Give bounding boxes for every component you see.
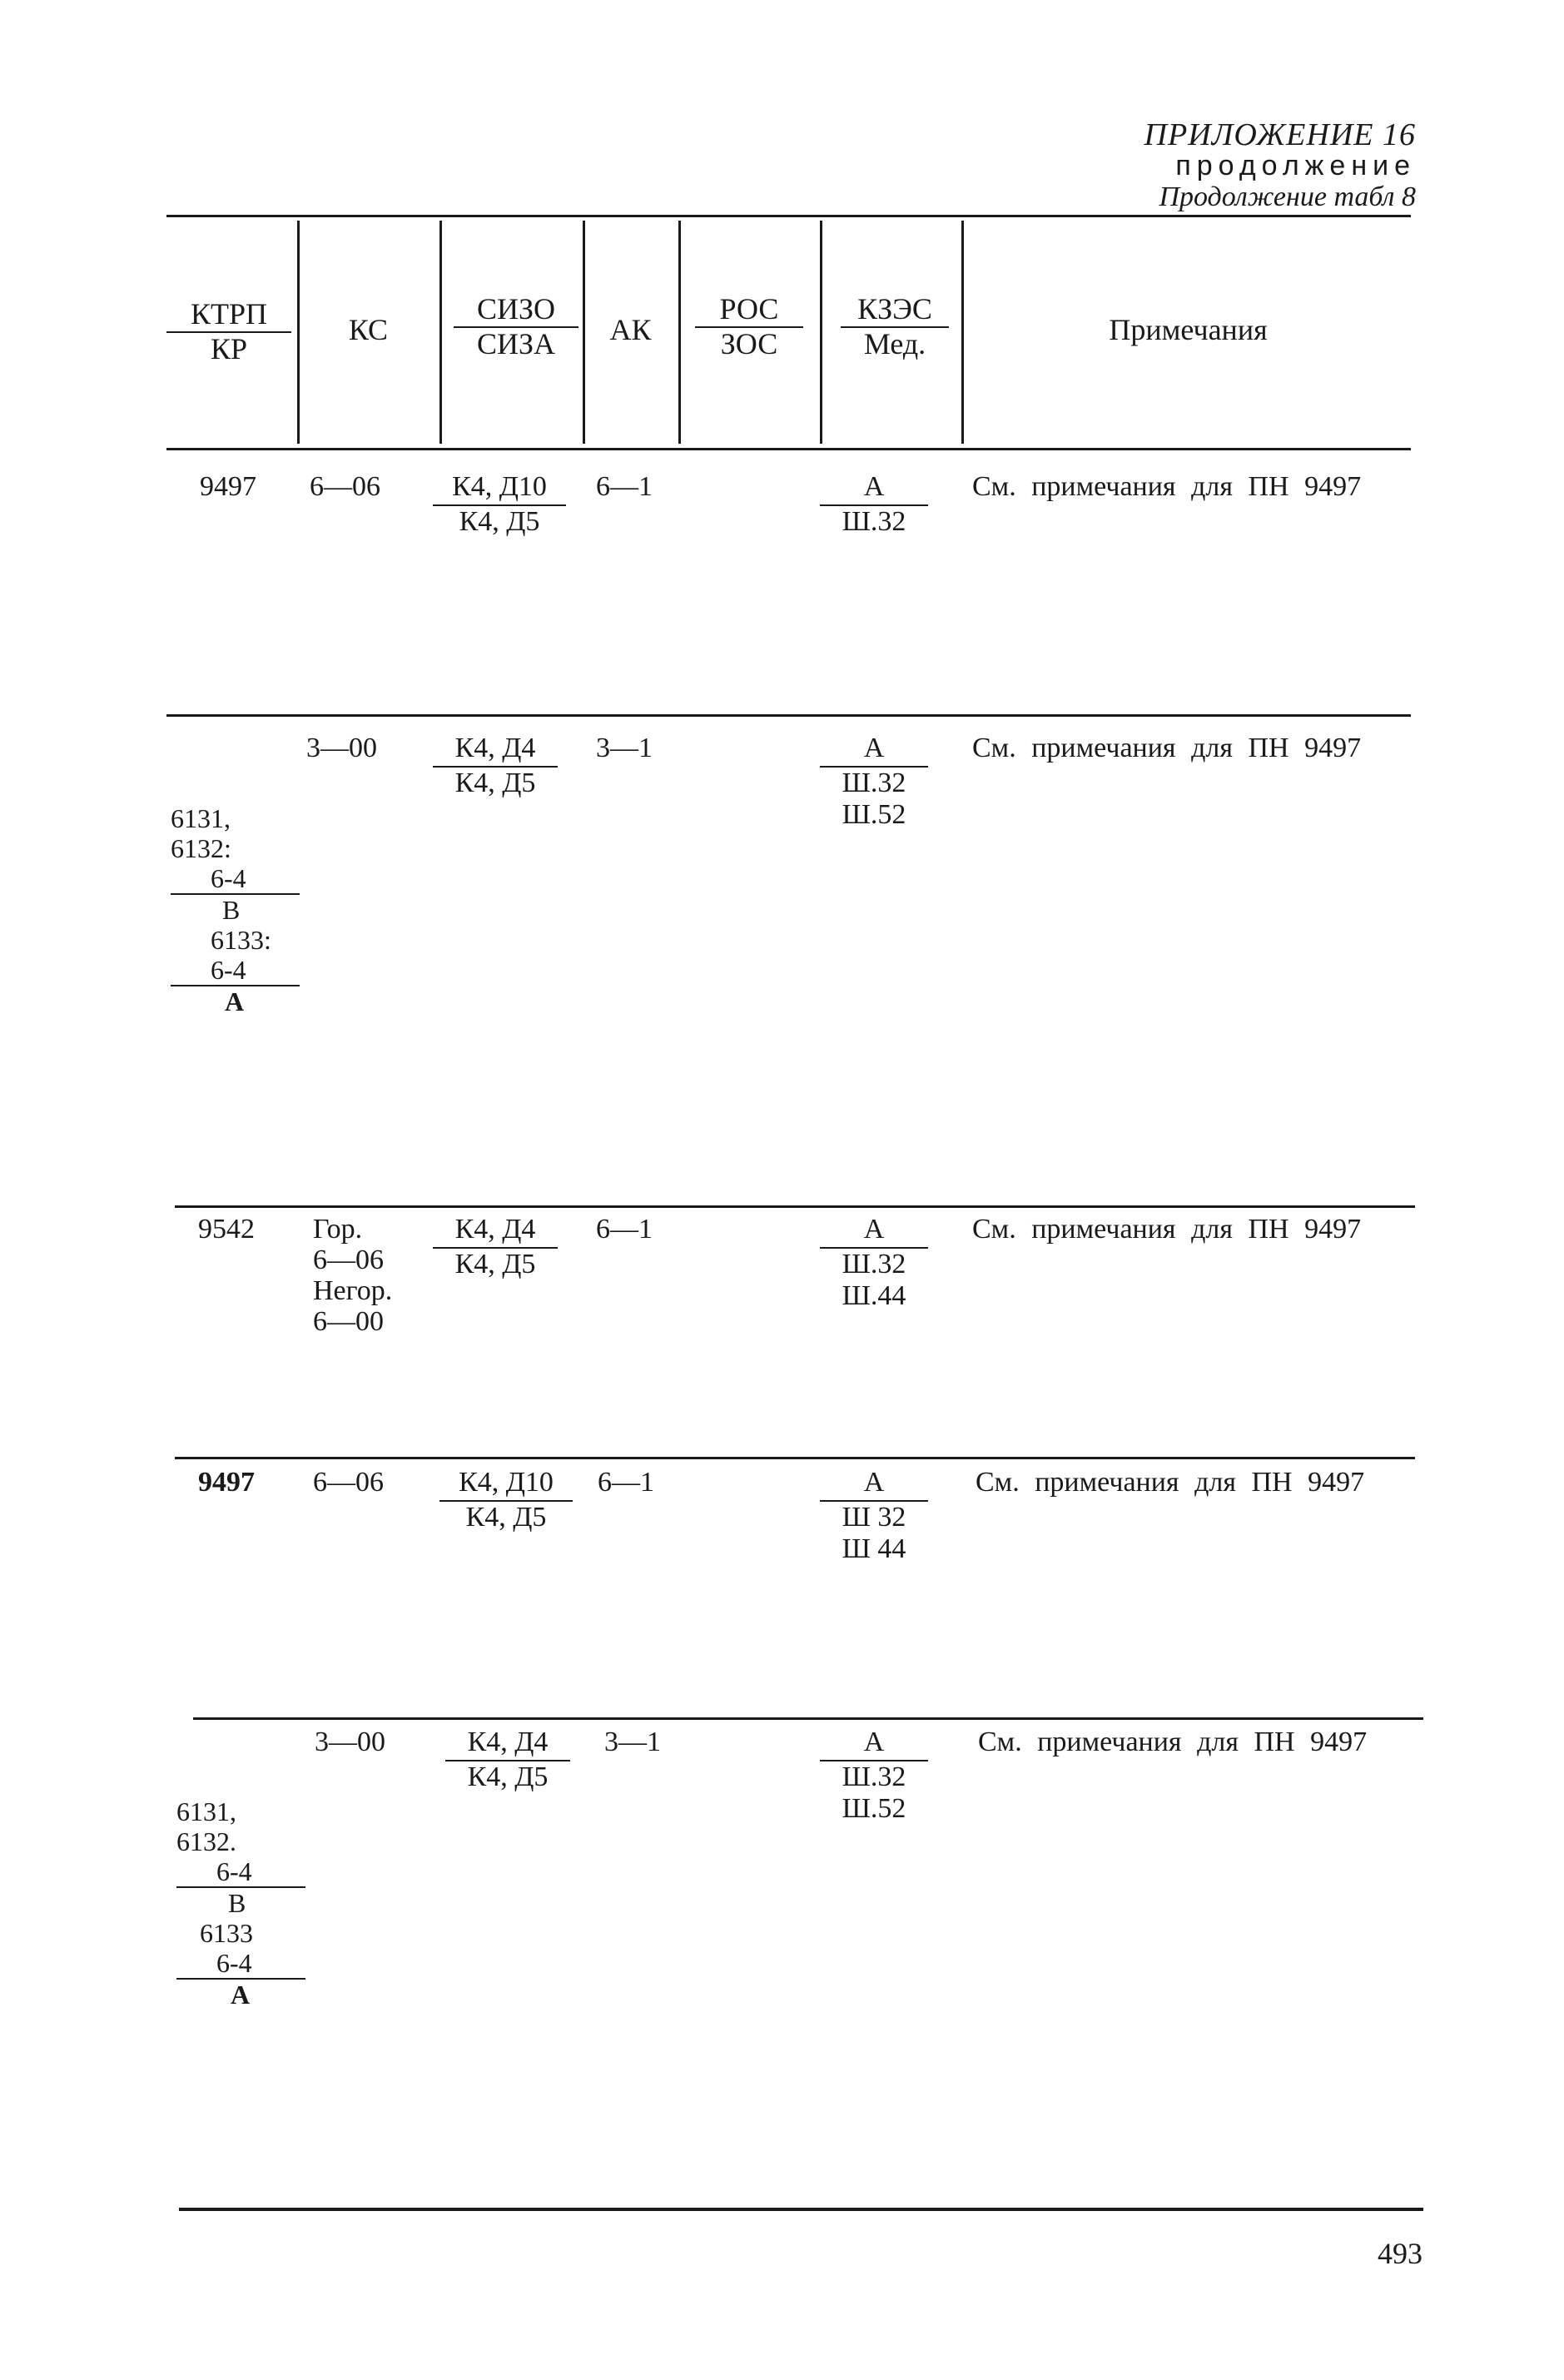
row2-sizo-siza — [433, 733, 558, 799]
row1-ak: 6—1 — [596, 471, 653, 502]
row3-sizo: К4, Д4 — [433, 1214, 558, 1249]
row2-ktrp-line: 6133: — [211, 925, 271, 955]
row5-ks: 3—00 — [315, 1727, 385, 1757]
row1-med: Ш.32 — [842, 506, 906, 537]
row3-ks-line: 6—00 — [313, 1306, 384, 1337]
row2-siza: К4, Д5 — [454, 768, 536, 798]
col-ktrp: КТРП — [166, 298, 291, 333]
col-kzes-med — [841, 293, 949, 360]
col-med: Мед. — [863, 327, 926, 360]
row3-ktrp: 9542 — [198, 1214, 255, 1245]
row5-ak: 3—1 — [604, 1727, 661, 1757]
row1-notes: См. примечания для ПН 9497 — [972, 471, 1362, 502]
col-ros-zos — [695, 293, 803, 360]
row2-ak: 3—1 — [596, 733, 653, 763]
row-rule — [193, 1717, 1423, 1720]
row5-ktrp-stack — [176, 1796, 305, 2010]
col-sizo-siza — [454, 293, 578, 360]
row3-med: Ш.32 — [842, 1249, 906, 1279]
row2-ktrp-line: В — [222, 895, 241, 925]
row2-med: Ш.52 — [842, 799, 906, 830]
row3-ak: 6—1 — [596, 1214, 653, 1245]
col-kr: КР — [210, 332, 248, 365]
row1-ktrp: 9497 — [200, 471, 256, 502]
col-sizo: СИЗО — [454, 293, 578, 328]
table-header-rule — [166, 448, 1411, 450]
row2-notes: См. примечания для ПН 9497 — [972, 733, 1362, 763]
row4-sizo: К4, Д10 — [439, 1467, 573, 1502]
row2-ktrp-line: 6-4 — [171, 863, 300, 895]
table-continuation-label: Продолжение табл 8 — [1159, 181, 1416, 212]
row5-ktrp-line: 6-4 — [176, 1856, 305, 1888]
row5-kzes: А — [820, 1727, 928, 1761]
row2-kzes-med — [820, 733, 928, 831]
row2-ktrp-line: А — [225, 986, 245, 1016]
row3-sizo-siza — [433, 1214, 558, 1280]
col-kzes: КЗЭС — [841, 293, 949, 328]
row2-ktrp-line: 6132: — [171, 833, 231, 863]
row4-siza: К4, Д5 — [465, 1502, 547, 1533]
row4-ak: 6—1 — [598, 1467, 654, 1498]
col-ks: КС — [348, 313, 389, 346]
row5-ktrp-line: В — [228, 1888, 246, 1918]
row1-kzes: А — [820, 471, 928, 506]
table-top-rule — [166, 215, 1411, 217]
row1-kzes-med — [820, 471, 928, 538]
row1-sizo: К4, Д10 — [433, 471, 566, 506]
page-number: 493 — [1378, 2237, 1422, 2270]
row3-notes: См. примечания для ПН 9497 — [972, 1214, 1362, 1245]
row4-ktrp: 9497 — [198, 1467, 255, 1498]
header-divider — [583, 221, 585, 444]
row3-ks-stack — [313, 1214, 392, 1337]
row5-ktrp-line: 6132. — [176, 1826, 236, 1856]
row3-kzes: А — [820, 1214, 928, 1249]
row2-ks: 3—00 — [306, 733, 377, 763]
appendix-title: ПРИЛОЖЕНИЕ 16 — [1144, 117, 1416, 152]
row5-notes: См. примечания для ПН 9497 — [978, 1727, 1368, 1757]
col-ktrp-kr — [166, 298, 291, 365]
row2-ktrp-line: 6131, — [171, 803, 231, 833]
row4-notes: См. примечания для ПН 9497 — [976, 1467, 1365, 1498]
row5-med: Ш.52 — [842, 1793, 906, 1824]
row1-siza: К4, Д5 — [459, 506, 540, 537]
row2-med: Ш.32 — [842, 768, 906, 798]
header-divider — [820, 221, 822, 444]
row3-ks-line: 6—06 — [313, 1245, 384, 1275]
row3-siza: К4, Д5 — [454, 1249, 536, 1279]
header-divider — [678, 221, 681, 444]
row2-sizo: К4, Д4 — [433, 733, 558, 768]
row5-med: Ш.32 — [842, 1761, 906, 1792]
row1-ks: 6—06 — [310, 471, 380, 502]
col-ros: РОС — [695, 293, 803, 328]
col-zos: ЗОС — [720, 327, 778, 360]
row4-med: Ш 44 — [842, 1533, 906, 1564]
row-rule — [175, 1205, 1415, 1208]
row-rule — [175, 1457, 1415, 1459]
row5-kzes-med — [820, 1727, 928, 1825]
row5-sizo: К4, Д4 — [445, 1727, 570, 1761]
row3-med: Ш.44 — [842, 1280, 906, 1311]
col-ak: АК — [609, 313, 652, 346]
row5-siza: К4, Д5 — [467, 1761, 549, 1792]
continuation-label: продолжение — [1175, 150, 1416, 181]
col-siza: СИЗА — [476, 327, 556, 360]
row4-sizo-siza — [439, 1467, 573, 1533]
row2-ktrp-stack — [171, 803, 300, 1016]
row4-kzes: А — [820, 1467, 928, 1502]
page-bottom-rule — [179, 2208, 1423, 2211]
row5-ktrp-line: 6131, — [176, 1796, 236, 1826]
row4-med: Ш 32 — [842, 1502, 906, 1533]
row4-kzes-med — [820, 1467, 928, 1565]
row1-sizo-siza — [433, 471, 566, 538]
header-divider — [439, 221, 442, 444]
row5-sizo-siza — [445, 1727, 570, 1793]
row2-kzes: А — [820, 733, 928, 768]
row5-ktrp-line: А — [231, 1980, 251, 2010]
row4-ks: 6—06 — [313, 1467, 384, 1498]
header-divider — [961, 221, 964, 444]
row5-ktrp-line: 6-4 — [176, 1948, 305, 1980]
row3-kzes-med — [820, 1214, 928, 1312]
row3-ks-line: Негор. — [313, 1275, 393, 1306]
row2-ktrp-line: 6-4 — [171, 955, 300, 986]
row3-ks-line: Гор. — [313, 1214, 363, 1245]
row-rule — [166, 714, 1411, 717]
col-notes: Примечания — [1109, 313, 1268, 346]
row5-ktrp-line: 6133 — [200, 1918, 253, 1948]
